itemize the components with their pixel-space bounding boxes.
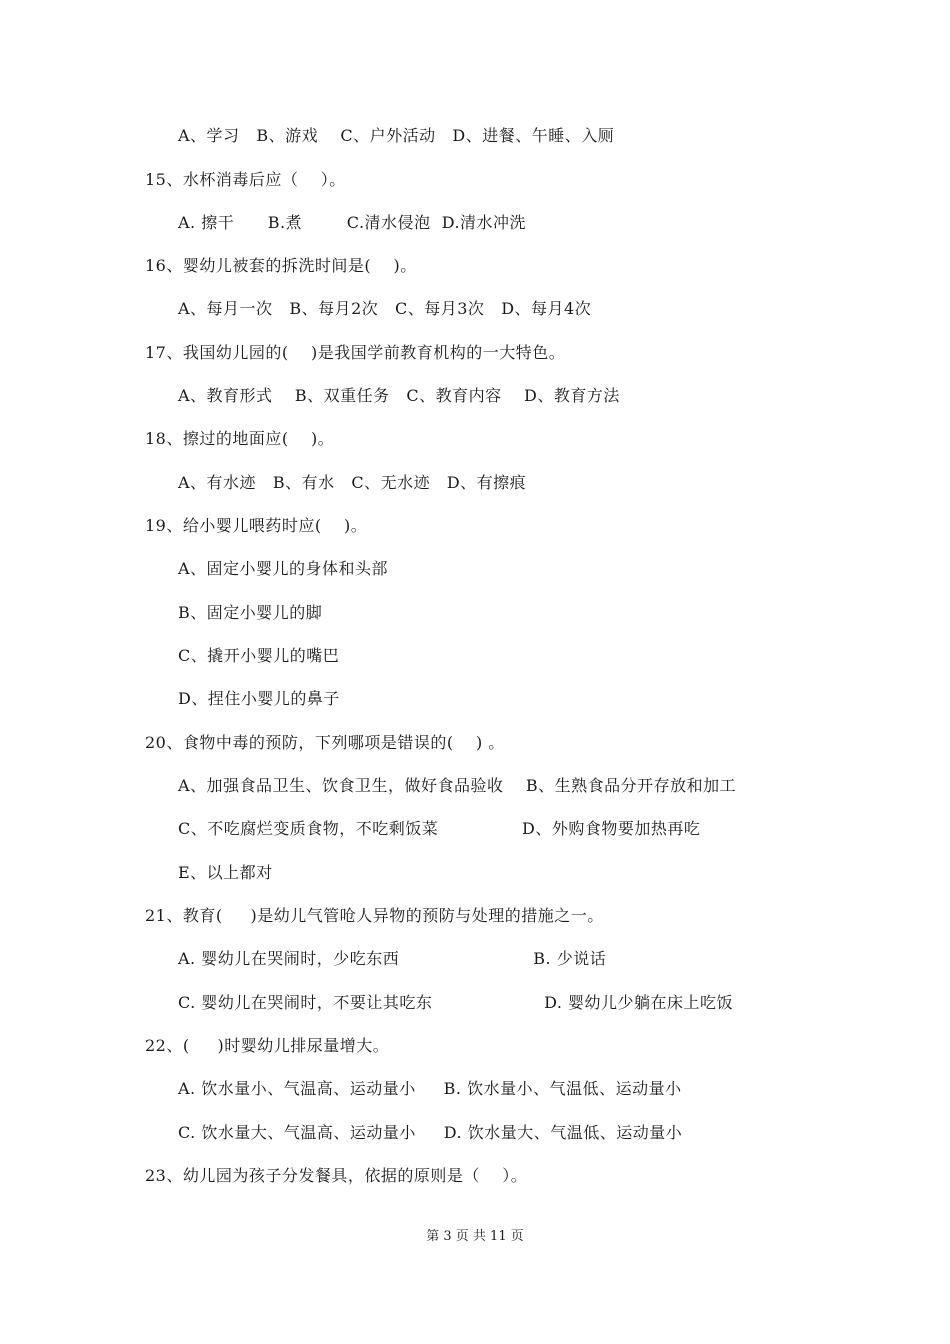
question-18: 18、擦过的地面应( )。 (145, 429, 335, 448)
q19-option-a: A、固定小婴儿的身体和头部 (178, 559, 389, 578)
q16-options: A、每月一次 B、每月2次 C、每月3次 D、每月4次 (178, 299, 592, 318)
q19-option-c: C、撬开小婴儿的嘴巴 (178, 646, 340, 665)
q19-option-d: D、捏住小婴儿的鼻子 (178, 689, 340, 708)
question-16: 16、婴幼儿被套的拆洗时间是( )。 (145, 256, 417, 275)
question-23: 23、幼儿园为孩子分发餐具，依据的原则是（ ）。 (145, 1166, 528, 1185)
q20-options-ab: A、加强食品卫生、饮食卫生，做好食品验收 B、生熟食品分开存放和加工 (178, 776, 737, 795)
q22-options-ab: A. 饮水量小、气温高、运动量小 B. 饮水量小、气温低、运动量小 (178, 1079, 682, 1098)
q17-options: A、教育形式 B、双重任务 C、教育内容 D、教育方法 (178, 386, 620, 405)
q19-option-b: B、固定小婴儿的脚 (178, 603, 323, 622)
question-21: 21、教育( )是幼儿气管呛人异物的预防与处理的措施之一。 (145, 906, 604, 925)
page-footer: 第 3 页 共 11 页 (426, 1229, 524, 1244)
q21-options-cd: C. 婴幼儿在哭闹时，不要让其吃东 D. 婴幼儿少躺在床上吃饭 (178, 993, 733, 1012)
q22-options-cd: C. 饮水量大、气温高、运动量小 D. 饮水量大、气温低、运动量小 (178, 1123, 683, 1142)
q15-options: A. 擦干 B.煮 C.清水侵泡 D.清水冲洗 (178, 213, 527, 232)
question-17: 17、我国幼儿园的( )是我国学前教育机构的一大特色。 (145, 343, 566, 362)
question-19: 19、给小婴儿喂药时应( )。 (145, 516, 368, 535)
q18-options: A、有水迹 B、有水 C、无水迹 D、有擦痕 (178, 473, 527, 492)
q20-option-e: E、以上都对 (178, 863, 273, 882)
q14-options: A、学习 B、游戏 C、户外活动 D、进餐、午睡、入厕 (178, 126, 615, 145)
question-20: 20、食物中毒的预防，下列哪项是错误的( ) 。 (145, 733, 505, 752)
question-22: 22、( )时婴幼儿排尿量增大。 (145, 1036, 390, 1055)
q20-options-cd: C、不吃腐烂变质食物，不吃剩饭菜 D、外购食物要加热再吃 (178, 819, 701, 838)
question-15: 15、水杯消毒后应（ ）。 (145, 170, 346, 189)
q21-options-ab: A. 婴幼儿在哭闹时，少吃东西 B. 少说话 (178, 949, 607, 968)
